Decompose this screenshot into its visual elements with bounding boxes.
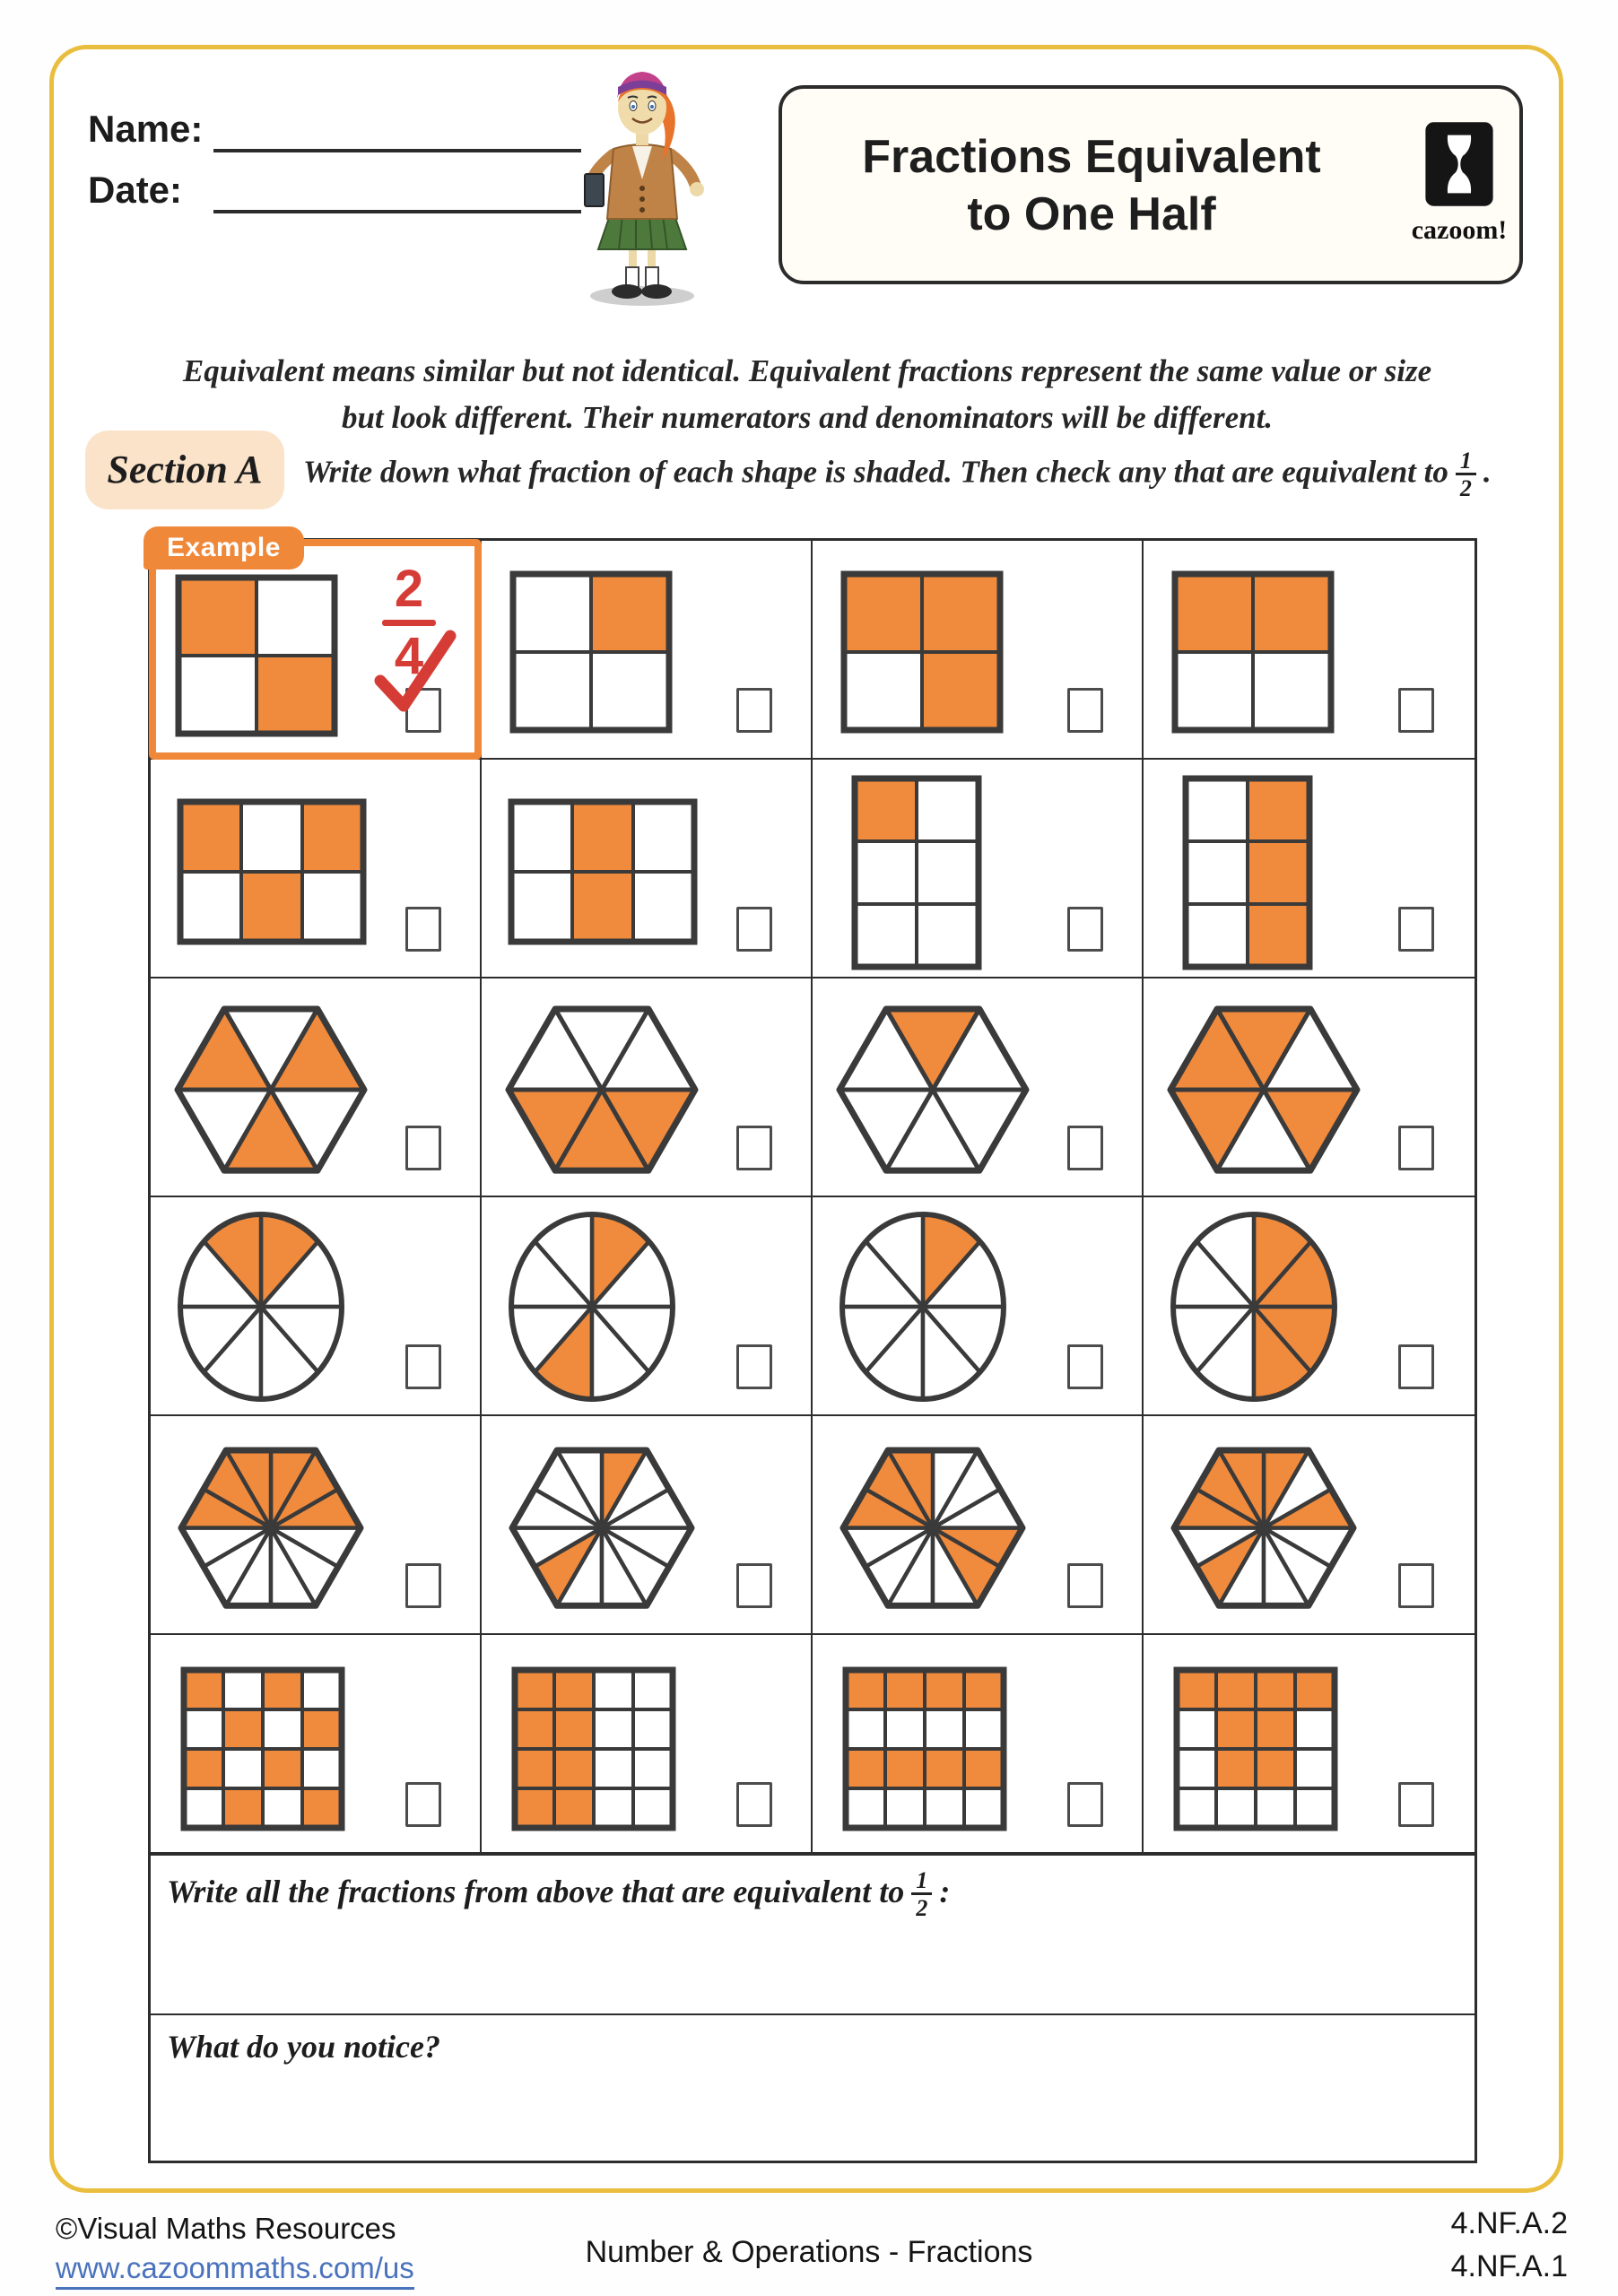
grid-fraction-shape: [509, 570, 674, 735]
fraction-grid: [151, 533, 1474, 1854]
equivalent-checkbox-23[interactable]: [1067, 1782, 1103, 1827]
footer-topic: Number & Operations - Fractions: [585, 2235, 1033, 2269]
example-fraction-numerator: 2: [394, 560, 424, 618]
student-illustration: [518, 43, 752, 317]
grid-cell-24: [1144, 1635, 1474, 1854]
fraction-denominator: 2: [1456, 473, 1476, 501]
equivalent-checkbox-11[interactable]: [1067, 1126, 1103, 1170]
grid-cell-16: [1144, 1197, 1474, 1416]
hex6-fraction-shape: [503, 1004, 700, 1176]
name-label: Name:: [88, 108, 204, 150]
grid-fraction-shape: [1170, 570, 1335, 735]
grid-fraction-shape: [839, 570, 1005, 735]
hex6-fraction-shape: [834, 1004, 1031, 1176]
circle8-fraction-shape: [176, 1210, 346, 1404]
grid-cell-2: [482, 541, 813, 760]
hex12-fraction-shape: [176, 1445, 366, 1611]
intro-line-2: but look different. Their numerators and denominators will be different.: [341, 400, 1274, 435]
grid-cell-4: [1144, 541, 1474, 760]
standard-code-1: 4.NF.A.2: [1450, 2206, 1568, 2240]
circle8-fraction-shape: [507, 1210, 677, 1404]
example-fraction-denominator: 4: [394, 627, 424, 685]
grid-cell-6: [482, 760, 813, 978]
grid-fraction-shape: [841, 1665, 1008, 1832]
equivalent-checkbox-16[interactable]: [1398, 1344, 1434, 1389]
grid-fraction-shape: [1181, 774, 1314, 971]
grid-cell-18: [482, 1416, 813, 1635]
write-prompt-text: Write all the fractions from above that are equivalent to: [167, 1873, 905, 1909]
fraction-bar: [382, 620, 436, 626]
equivalent-checkbox-14[interactable]: [736, 1344, 772, 1389]
logo-text: cazoom!: [1411, 215, 1508, 245]
hex12-fraction-shape: [838, 1445, 1028, 1611]
instruction-suffix: .: [1483, 454, 1492, 490]
equivalent-checkbox-6[interactable]: [736, 907, 772, 952]
equivalent-checkbox-5[interactable]: [405, 907, 441, 952]
grid-cell-12: [1144, 978, 1474, 1197]
equivalent-checkbox-7[interactable]: [1067, 907, 1103, 952]
checkmark-icon: [371, 629, 457, 715]
grid-fraction-shape: [179, 1665, 346, 1832]
target-fraction: [1456, 448, 1476, 501]
standard-code-2: 4.NF.A.1: [1450, 2249, 1568, 2283]
grid-fraction-shape: [176, 797, 368, 946]
write-answers-box[interactable]: [151, 1854, 1474, 2015]
grid-cell-20: [1144, 1416, 1474, 1635]
grid-cell-3: [813, 541, 1144, 760]
grid-fraction-shape: [507, 797, 699, 946]
grid-cell-22: [482, 1635, 813, 1854]
equivalent-checkbox-8[interactable]: [1398, 907, 1434, 952]
notice-box[interactable]: [151, 2015, 1474, 2161]
cazoom-logo: [1401, 121, 1518, 246]
cartoon-girl-icon: [518, 43, 752, 312]
equivalent-checkbox-22[interactable]: [736, 1782, 772, 1827]
hex6-fraction-shape: [172, 1004, 370, 1176]
grid-fraction-shape: [510, 1665, 677, 1832]
equivalent-checkbox-10[interactable]: [736, 1126, 772, 1170]
hex6-fraction-shape: [1165, 1004, 1362, 1176]
equivalent-checkbox-19[interactable]: [1067, 1563, 1103, 1608]
equivalent-checkbox-21[interactable]: [405, 1782, 441, 1827]
grid-fraction-shape: [1172, 1665, 1339, 1832]
grid-cell-10: [482, 978, 813, 1197]
title-box: [779, 85, 1523, 284]
equivalent-checkbox-9[interactable]: [405, 1126, 441, 1170]
page-title: [800, 128, 1383, 243]
equivalent-checkbox-17[interactable]: [405, 1563, 441, 1608]
grid-cell-23: [813, 1635, 1144, 1854]
equivalent-checkbox-12[interactable]: [1398, 1126, 1434, 1170]
write-prompt-fraction: [911, 1868, 932, 1921]
fraction-numerator: 1: [1459, 448, 1472, 474]
equivalent-checkbox-2[interactable]: [736, 688, 772, 733]
grid-cell-13: [151, 1197, 482, 1416]
fraction-table: [148, 533, 1477, 2163]
grid-cell-19: [813, 1416, 1144, 1635]
title-line-1: Fractions Equivalent: [862, 131, 1321, 183]
grid-fraction-shape: [174, 573, 339, 738]
circle8-fraction-shape: [838, 1210, 1008, 1404]
section-a-label: Section A: [107, 448, 263, 491]
date-label: Date:: [88, 169, 183, 211]
title-line-2: to One Half: [967, 188, 1216, 240]
fraction-numerator: 1: [916, 1867, 928, 1893]
circle8-fraction-shape: [1169, 1210, 1339, 1404]
equivalent-checkbox-20[interactable]: [1398, 1563, 1434, 1608]
equivalent-checkbox-4[interactable]: [1398, 688, 1434, 733]
grid-cell-1: [151, 533, 482, 760]
grid-cell-8: [1144, 760, 1474, 978]
equivalent-checkbox-15[interactable]: [1067, 1344, 1103, 1389]
hex12-fraction-shape: [507, 1445, 697, 1611]
grid-cell-14: [482, 1197, 813, 1416]
grid-cell-17: [151, 1416, 482, 1635]
hex12-fraction-shape: [1169, 1445, 1359, 1611]
grid-cell-7: [813, 760, 1144, 978]
copyright-text: ©Visual Maths Resources: [56, 2212, 396, 2245]
grid-cell-21: [151, 1635, 482, 1854]
equivalent-checkbox-24[interactable]: [1398, 1782, 1434, 1827]
equivalent-checkbox-13[interactable]: [405, 1344, 441, 1389]
example-tab: Example: [144, 526, 304, 570]
notice-prompt: What do you notice?: [167, 2029, 441, 2065]
equivalent-checkbox-18[interactable]: [736, 1563, 772, 1608]
website-link[interactable]: www.cazoommaths.com/us: [56, 2251, 414, 2290]
grid-fraction-shape: [850, 774, 983, 971]
intro-line-1: Equivalent means similar but not identical. Equivalent fractions represent the same value or size: [182, 353, 1432, 388]
section-a-instruction: [303, 448, 1541, 501]
fraction-denominator: 2: [911, 1892, 932, 1921]
hourglass-icon: [1424, 121, 1494, 207]
write-answers-prompt: [167, 1868, 950, 1921]
grid-cell-11: [813, 978, 1144, 1197]
grid-cell-15: [813, 1197, 1144, 1416]
intro-text: [90, 348, 1525, 441]
grid-cell-5: [151, 760, 482, 978]
instruction-text: Write down what fraction of each shape is shaded. Then check any that are equivalent to: [303, 454, 1448, 490]
equivalent-checkbox-3[interactable]: [1067, 688, 1103, 733]
grid-cell-9: [151, 978, 482, 1197]
section-a-banner: [85, 430, 284, 509]
write-prompt-suffix: :: [939, 1873, 951, 1909]
